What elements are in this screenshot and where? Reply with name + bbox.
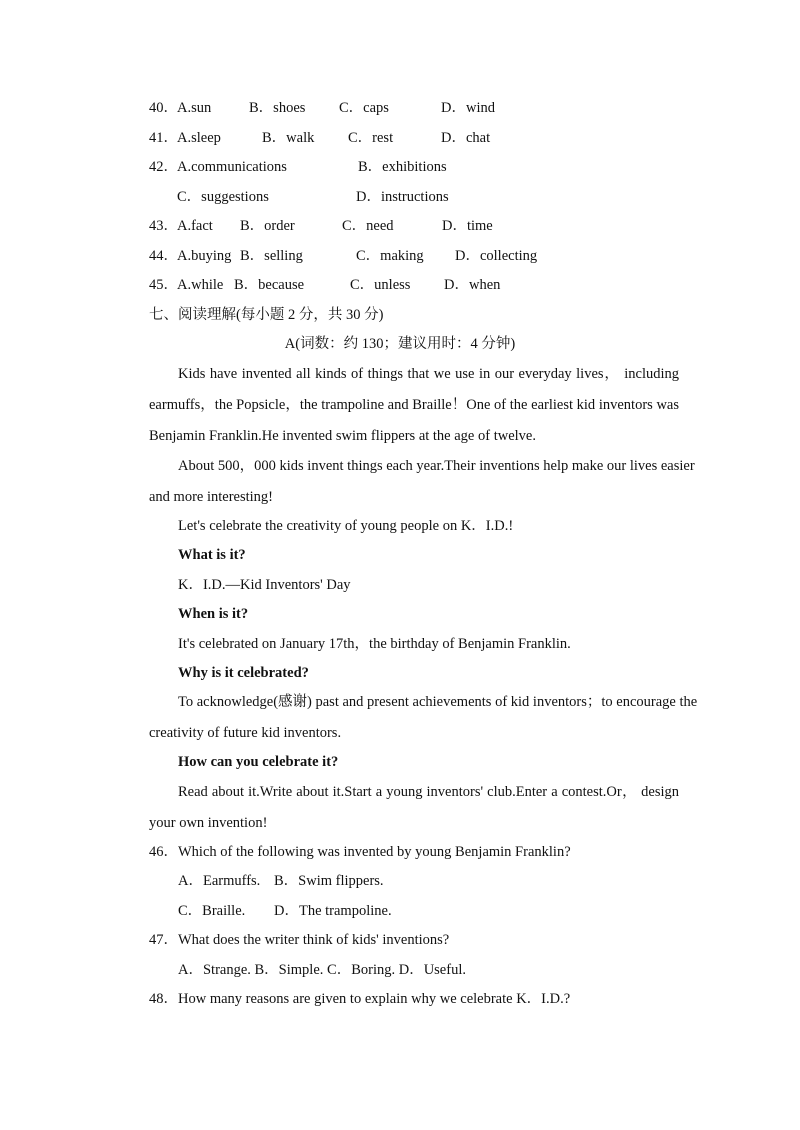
- option-b: B．selling: [240, 248, 303, 264]
- passage-title: A(词数：约 130；建议用时：4 分钟): [284, 336, 516, 352]
- option-b: B．exhibitions: [358, 159, 447, 175]
- subheading: How can you celebrate it?: [178, 754, 339, 770]
- passage-line: Let's celebrate the creativity of young people on K．I.D.!: [178, 518, 514, 534]
- option-c: C．need: [342, 218, 394, 234]
- option-b: B．walk: [262, 130, 315, 146]
- passage-line: It's celebrated on January 17th，the birthday of Benjamin Franklin.: [178, 636, 571, 652]
- question-number: 43．: [149, 218, 178, 234]
- subheading: What is it?: [178, 547, 246, 563]
- passage-line: Benjamin Franklin.He invented swim flippers at the age of twelve.: [149, 428, 536, 444]
- question-stem: 47．What does the writer think of kids' inventions?: [149, 932, 450, 948]
- question-number: 45．: [149, 277, 178, 293]
- option-d: D．when: [444, 277, 501, 293]
- option-b: B．because: [234, 277, 305, 293]
- passage-line: and more interesting!: [149, 489, 274, 505]
- option-c: C．suggestions: [177, 189, 269, 205]
- subheading: When is it?: [178, 606, 249, 622]
- passage-line: your own invention!: [149, 815, 268, 831]
- passage-line: Read about it.Write about it.Start a young inventors' club.Enter a contest.Or， design: [178, 784, 679, 800]
- option-b: B．shoes: [249, 100, 306, 116]
- option-c: C．Braille.: [178, 903, 246, 919]
- option-c: C．unless: [350, 277, 411, 293]
- option-c: C．caps: [339, 100, 389, 116]
- option-a: A.buying: [177, 248, 232, 264]
- question-number: 42．: [149, 159, 178, 175]
- option-d: D．instructions: [356, 189, 449, 205]
- question-options: A．Strange. B．Simple. C．Boring. D．Useful.: [178, 962, 466, 978]
- option-d: D．chat: [441, 130, 491, 146]
- question-stem: 46．Which of the following was invented by young Benjamin Franklin?: [149, 844, 571, 860]
- option-d: D．time: [442, 218, 493, 234]
- question-number: 40．: [149, 100, 178, 116]
- option-a: A.sun: [177, 100, 212, 116]
- passage-line: To acknowledge(感谢) past and present achievements of kid inventors；to encourage the: [178, 694, 698, 710]
- question-number: 44．: [149, 248, 178, 264]
- option-a: A.fact: [177, 218, 213, 234]
- section-heading: 七、阅读理解(每小题 2 分，共 30 分): [149, 307, 384, 323]
- option-d: D．wind: [441, 100, 495, 116]
- passage-line: K．I.D.—Kid Inventors' Day: [178, 577, 351, 593]
- option-a: A.communications: [177, 159, 287, 175]
- option-b: B．order: [240, 218, 295, 234]
- option-a: A．Earmuffs.: [178, 873, 261, 889]
- option-b: B．Swim flippers.: [274, 873, 384, 889]
- passage-line: About 500，000 kids invent things each year.Their inventions help make our lives easier: [178, 458, 695, 474]
- option-d: D．The trampoline.: [274, 903, 392, 919]
- question-stem: 48．How many reasons are given to explain why we celebrate K．I.D.?: [149, 991, 571, 1007]
- question-number: 41．: [149, 130, 178, 146]
- option-a: A.sleep: [177, 130, 221, 146]
- passage-line: creativity of future kid inventors.: [149, 725, 342, 741]
- option-a: A.while: [177, 277, 224, 293]
- passage-line: earmuffs，the Popsicle，the trampoline and Braille！One of the earliest kid inventors was: [149, 397, 679, 413]
- subheading: Why is it celebrated?: [178, 665, 309, 681]
- option-c: C．making: [356, 248, 424, 264]
- passage-line: Kids have invented all kinds of things that we use in our everyday lives， including: [178, 366, 679, 382]
- option-d: D．collecting: [455, 248, 538, 264]
- option-c: C．rest: [348, 130, 394, 146]
